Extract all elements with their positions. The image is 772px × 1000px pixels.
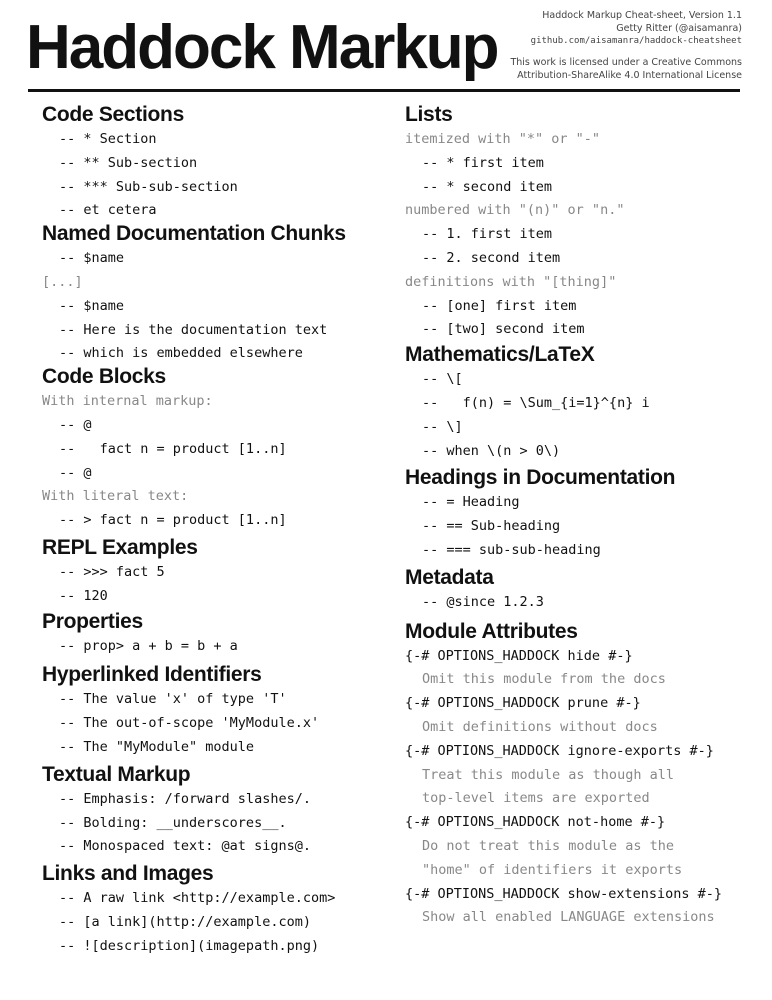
section-properties xyxy=(42,609,382,659)
code-line: -- The "MyModule" module xyxy=(59,738,255,755)
section-module-attributes xyxy=(405,619,755,931)
code-line: {-# OPTIONS_HADDOCK ignore-exports #-} xyxy=(405,742,714,759)
code-line: {-# OPTIONS_HADDOCK not-home #-} xyxy=(405,814,666,831)
header-meta xyxy=(510,9,742,82)
code-line: -- * Section xyxy=(59,131,157,147)
annotation-line: [...] xyxy=(42,273,83,290)
header-divider xyxy=(28,89,740,92)
code-line: -- @since 1.2.3 xyxy=(422,593,544,610)
section-headings-in-documentation xyxy=(405,465,755,562)
section-heading: Code Sections xyxy=(42,103,184,126)
annotation-line: numbered with "(n)" or "n." xyxy=(405,202,625,219)
right-column xyxy=(405,102,755,930)
annotation-line: Treat this module as though all xyxy=(422,766,674,783)
section-heading: Properties xyxy=(42,609,143,633)
code-line: -- A raw link <http://example.com> xyxy=(59,890,336,907)
code-line: -- prop> a + b = b + a xyxy=(59,637,238,654)
annotation-line: Do not treat this module as the xyxy=(422,837,674,854)
meta-url: github.com/aisamanra/haddock-cheatsheet xyxy=(530,36,742,46)
code-line: -- \] xyxy=(422,418,463,435)
annotation-line: With literal text: xyxy=(42,488,189,505)
section-textual-markup xyxy=(42,762,382,859)
section-code-sections xyxy=(42,102,382,223)
code-line: -- @ xyxy=(59,416,92,433)
code-line: -- which is embedded elsewhere xyxy=(59,345,303,362)
code-line: -- [a link](http://example.com) xyxy=(59,913,311,930)
code-line: -- @ xyxy=(59,464,92,481)
code-line: -- 1. first item xyxy=(422,226,553,243)
code-line: -- 120 xyxy=(59,587,108,604)
code-line: -- [two] second item xyxy=(422,321,585,338)
license-line: Attribution-ShareAlike 4.0 International License xyxy=(517,70,742,81)
section-links-and-images xyxy=(42,861,382,958)
code-line: -- [one] first item xyxy=(422,297,577,314)
code-line: -- \[ xyxy=(422,371,463,388)
code-line: -- $name xyxy=(59,297,125,314)
section-heading: Code Blocks xyxy=(42,365,166,389)
code-line: -- The value 'x' of type 'T' xyxy=(59,691,287,708)
section-metadata xyxy=(405,565,755,615)
code-line: {-# OPTIONS_HADDOCK prune #-} xyxy=(405,695,641,712)
section-named-documentation-chunks xyxy=(42,221,382,366)
code-line: -- f(n) = \Sum_{i=1}^{n} i xyxy=(422,394,650,411)
meta-version: Haddock Markup Cheat-sheet, Version 1.1 xyxy=(542,10,742,21)
section-mathematics-latex xyxy=(405,342,755,463)
code-line: -- Bolding: __underscores__. xyxy=(59,814,287,831)
code-line: -- === sub-sub-heading xyxy=(422,541,601,558)
code-line: {-# OPTIONS_HADDOCK hide #-} xyxy=(405,647,633,664)
annotation-line: itemized with "*" or "-" xyxy=(405,131,601,147)
section-heading: Textual Markup xyxy=(42,762,191,786)
annotation-line: top-level items are exported xyxy=(422,790,650,807)
code-line: -- *** Sub-sub-section xyxy=(59,178,238,195)
code-line: -- == Sub-heading xyxy=(422,518,561,535)
code-line: -- ** Sub-section xyxy=(59,154,198,171)
code-line: -- 2. second item xyxy=(422,249,561,266)
code-line: -- fact n = product [1..n] xyxy=(59,440,287,457)
code-line: -- Monospaced text: @at signs@. xyxy=(59,838,311,855)
code-line: -- et cetera xyxy=(59,202,157,219)
code-line: -- when \(n > 0\) xyxy=(422,442,561,459)
section-heading: Lists xyxy=(405,103,453,126)
section-heading: Headings in Documentation xyxy=(405,466,676,490)
annotation-line: "home" of identifiers it exports xyxy=(422,861,683,878)
annotation-line: Omit definitions without docs xyxy=(422,718,658,735)
section-heading: Links and Images xyxy=(42,862,214,886)
annotation-line: Omit this module from the docs xyxy=(422,671,666,688)
section-code-blocks xyxy=(42,364,382,533)
code-line: {-# OPTIONS_HADDOCK show-extensions #-} xyxy=(405,885,722,902)
code-line: -- = Heading xyxy=(422,494,520,511)
code-line: -- $name xyxy=(59,250,125,267)
code-line: -- * first item xyxy=(422,154,544,171)
code-line: -- Emphasis: /forward slashes/. xyxy=(59,790,311,807)
meta-author: Getty Ritter (@aisamanra) xyxy=(616,23,742,34)
annotation-line: With internal markup: xyxy=(42,393,213,410)
section-repl-examples xyxy=(42,535,382,609)
section-hyperlinked-identifiers xyxy=(42,662,382,759)
section-heading: Module Attributes xyxy=(405,619,578,643)
code-line: -- The out-of-scope 'MyModule.x' xyxy=(59,715,320,732)
license-line: This work is licensed under a Creative Commons xyxy=(510,57,742,68)
code-line: -- Here is the documentation text xyxy=(59,321,328,338)
left-column xyxy=(42,102,382,959)
page-title: Haddock Markup xyxy=(26,13,498,82)
code-line: -- ![description](imagepath.png) xyxy=(59,937,320,954)
section-lists xyxy=(405,102,755,342)
section-heading: Hyperlinked Identifiers xyxy=(42,663,262,687)
annotation-line: Show all enabled LANGUAGE extensions xyxy=(422,909,715,926)
section-heading: Metadata xyxy=(405,565,494,589)
annotation-line: definitions with "[thing]" xyxy=(405,273,617,290)
section-heading: REPL Examples xyxy=(42,535,198,559)
code-line: -- >>> fact 5 xyxy=(59,563,165,580)
section-heading: Mathematics/LaTeX xyxy=(405,343,595,367)
code-line: -- * second item xyxy=(422,178,553,195)
section-heading: Named Documentation Chunks xyxy=(42,222,346,246)
code-line: -- > fact n = product [1..n] xyxy=(59,512,287,529)
